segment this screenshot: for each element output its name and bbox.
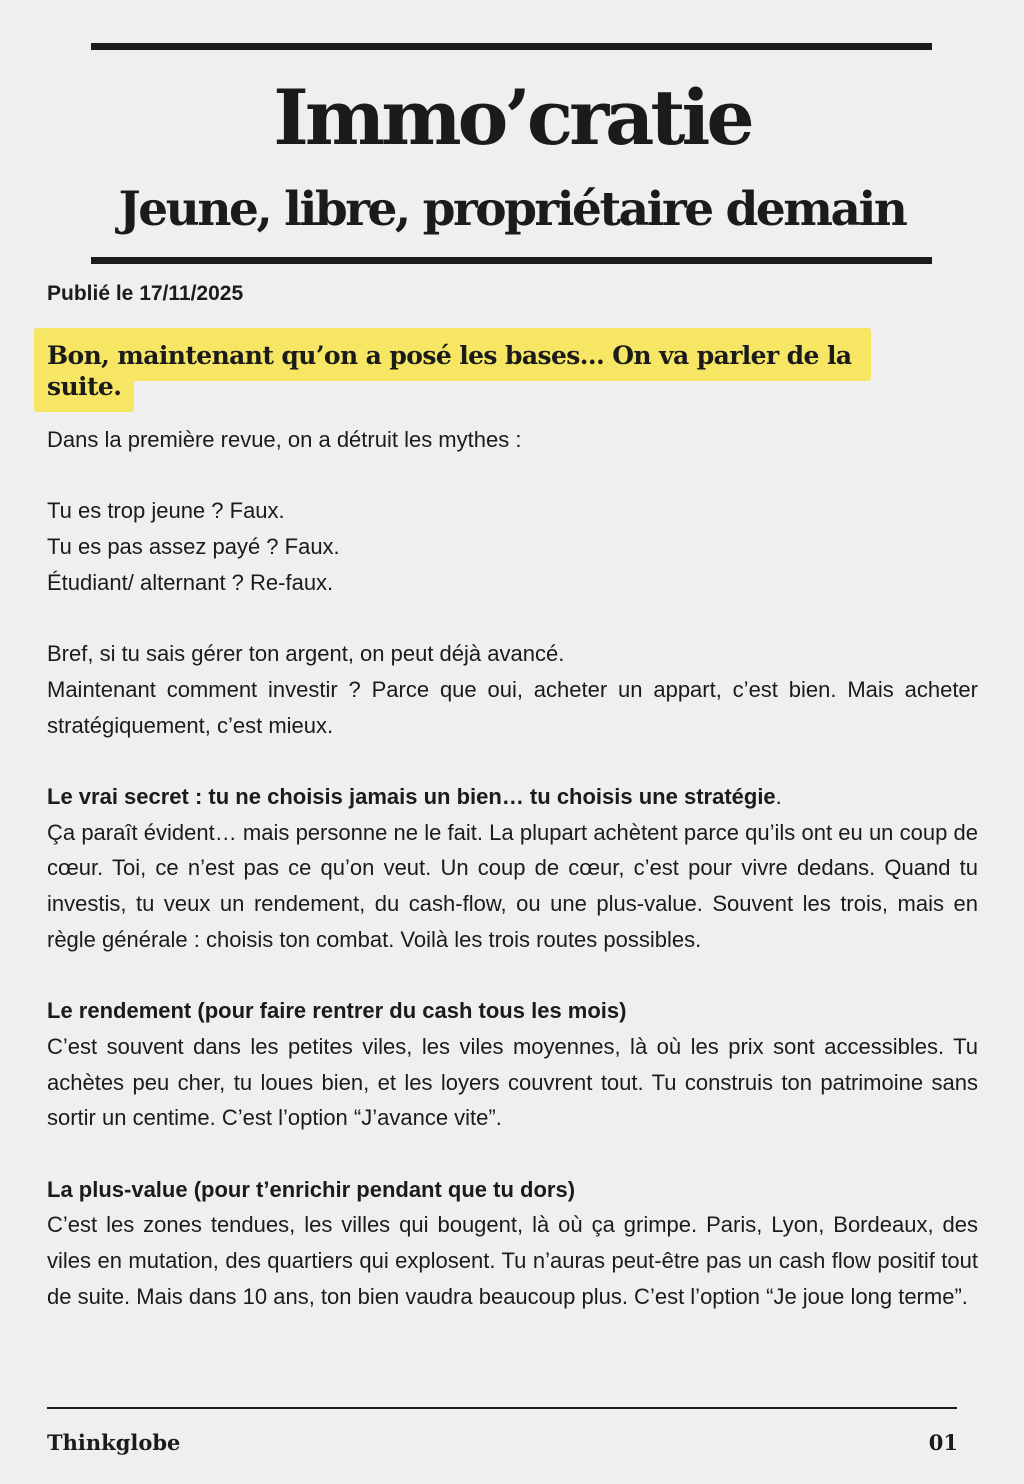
header-top-rule xyxy=(91,43,932,50)
page-number: 01 xyxy=(928,1430,958,1455)
plusvalue-paragraph: C’est les zones tendues, les villes qui bougent, là où ça grimpe. Paris, Lyon, Bordeaux, des viles en mutation, des quartiers qui explosent. Tu n’auras peut-être pas un cash flow positif tout de suite. Mais dans 10 ans, ton bien vaudra beaucoup plus. C’est l’option “Je joue long terme”. xyxy=(47,1212,978,1309)
secret-paragraph: Ça paraît évident… mais personne ne le fait. La plupart achètent parce qu’ils ont eu un coup de cœur. Toi, ce n’est pas ce qu’on veut. Un coup de cœur, c’est pour vivre dedans. Quand tu investis, tu veux un rendement, du cash-flow, ou une plus-value. Souvent les trois, mais en règle générale : choisis ton combat. Voilà les trois routes possibles. xyxy=(47,819,978,952)
secret-heading-line xyxy=(47,779,978,815)
plusvalue-heading: La plus-value (pour t’enrichir pendant que tu dors) xyxy=(47,1176,576,1202)
lead-line-1: Bon, maintenant qu’on a posé les bases… On va parler de la xyxy=(47,341,852,370)
rendement-heading: Le rendement (pour faire rentrer du cash tous les mois) xyxy=(47,998,627,1024)
rendement-paragraph: C’est souvent dans les petites viles, les viles moyennes, là où les prix sont accessibles. Tu achètes peu cher, tu loues bien, et les loyers couvrent tout. Tu construis ton patrimoine sans sortir un centime. C’est l’option “J’avance vite”. xyxy=(47,1033,978,1131)
footer-rule xyxy=(47,1407,957,1409)
summary-paragraph: Maintenant comment investir ? Parce que oui, acheter un appart, c’est bien. Mais acheter stratégiquement, c’est mieux. xyxy=(47,676,978,738)
magazine-title: Immo’cratie xyxy=(273,73,751,162)
myth-line: Tu es trop jeune ? Faux. xyxy=(47,498,285,524)
magazine-subtitle: Jeune, libre, propriétaire demain xyxy=(118,182,906,237)
header-bottom-rule xyxy=(91,257,932,264)
intro-paragraph: Dans la première revue, on a détruit les mythes : xyxy=(47,427,522,452)
secret-heading: Le vrai secret : tu ne choisis jamais un bien… tu choisis une stratégie xyxy=(47,783,776,809)
article-body xyxy=(47,422,978,1315)
lead-line-2: suite. xyxy=(47,372,122,401)
secret-heading-period: . xyxy=(775,783,782,809)
publication-date: Publié le 17/11/2025 xyxy=(47,282,244,305)
footer-brand: Thinkglobe xyxy=(47,1430,181,1455)
myth-line: Étudiant/ alternant ? Re-faux. xyxy=(47,569,334,595)
summary-line: Bref, si tu sais gérer ton argent, on peut déjà avancé. xyxy=(47,641,565,667)
lead-highlight xyxy=(47,340,887,402)
myth-line: Tu es pas assez payé ? Faux. xyxy=(47,534,340,560)
